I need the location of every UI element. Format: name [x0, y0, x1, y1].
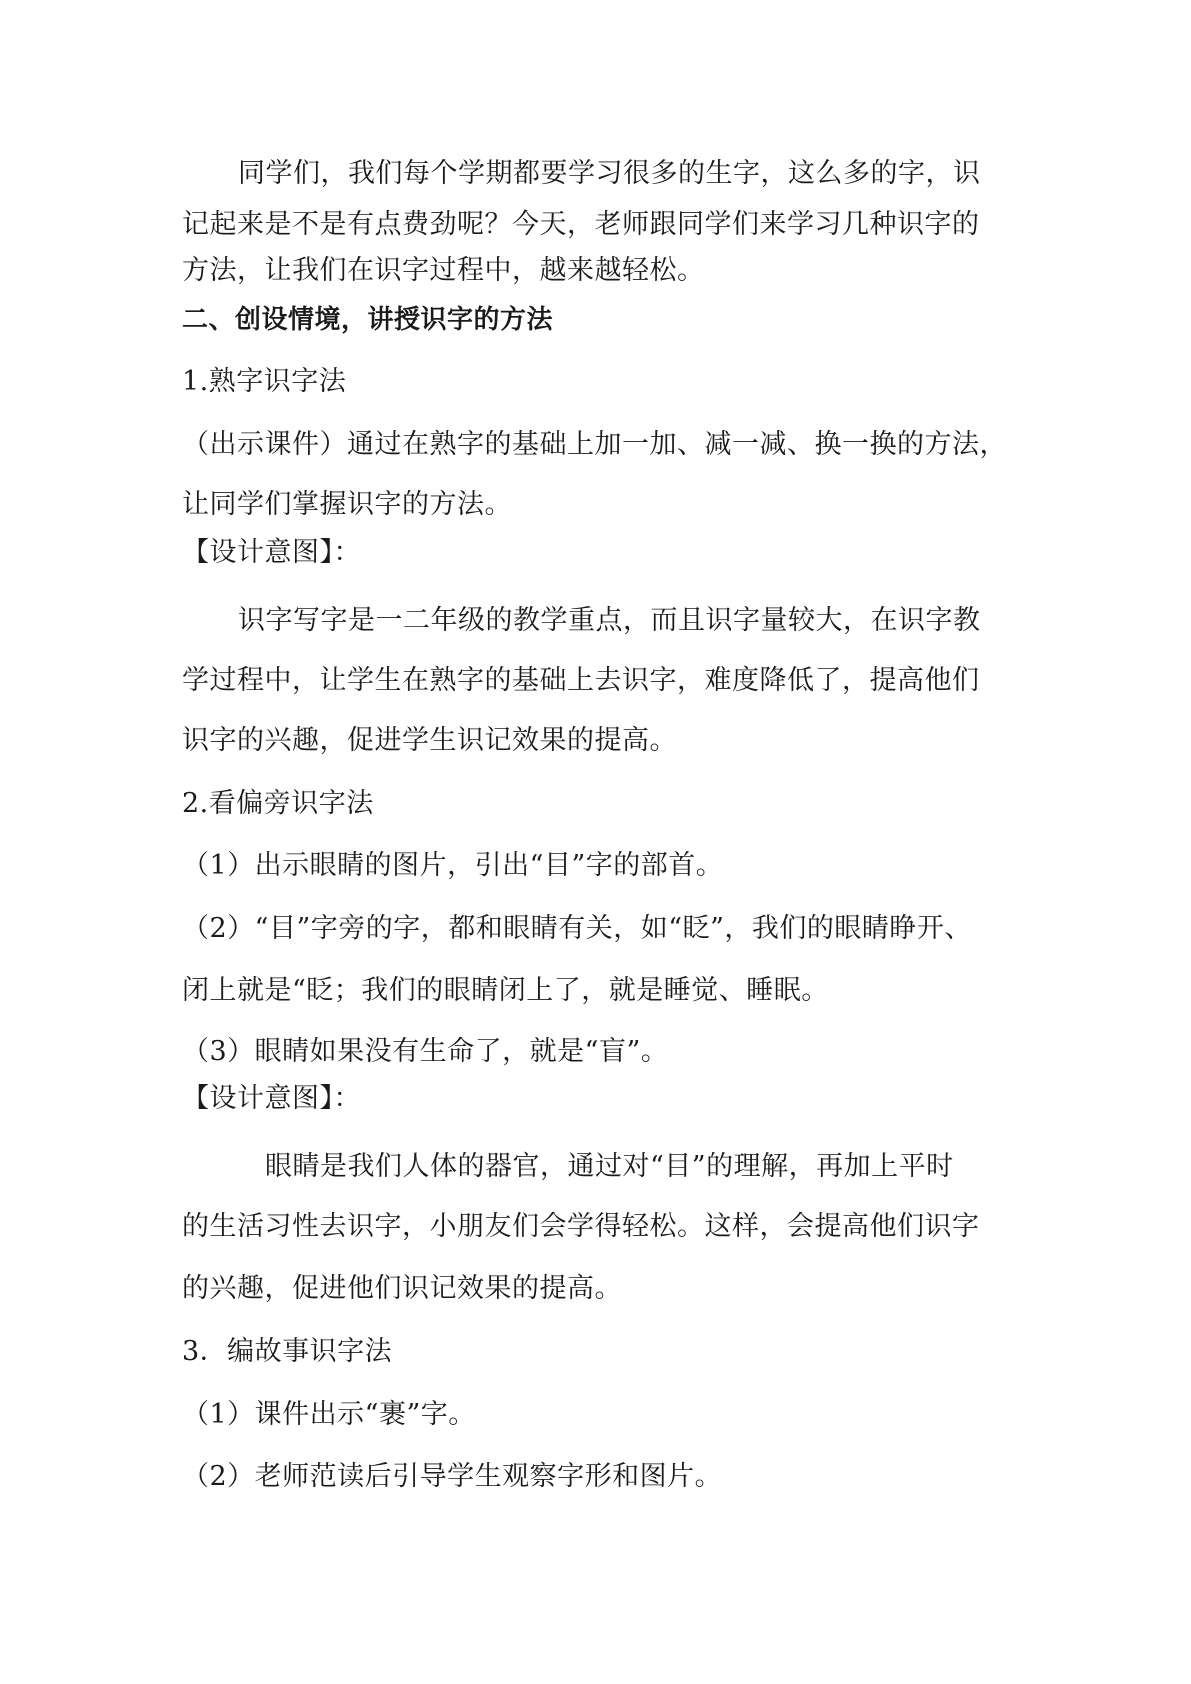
method2-title: 2.看偏旁识字法	[182, 788, 374, 819]
method1-design-line-3: 识字的兴趣，促进学生识记效果的提高。	[182, 725, 677, 756]
method2-line-3: 闭上就是“眨；我们的眼睛闭上了，就是睡觉、睡眠。	[182, 975, 829, 1006]
intro-line-1: 同学们，我们每个学期都要学习很多的生字，这么多的字，识	[238, 158, 981, 189]
method1-line-2: 让同学们掌握识字的方法。	[182, 489, 512, 520]
method3-title: 3．编故事识字法	[182, 1336, 393, 1367]
method2-line-1: （1）出示眼睛的图片，引出“目”字的部首。	[182, 850, 724, 881]
method1-design-line-1: 识字写字是一二年级的教学重点，而且识字量较大，在识字教	[238, 605, 981, 636]
section-heading: 二、创设情境，讲授识字的方法	[182, 305, 554, 335]
method3-line-2: （2）老师范读后引导学生观察字形和图片。	[182, 1461, 723, 1492]
method2-design-line-2: 的生活习性去识字，小朋友们会学得轻松。这样，会提高他们识字	[182, 1211, 980, 1242]
method1-design-line-2: 学过程中，让学生在熟字的基础上去识字，难度降低了，提高他们	[182, 665, 980, 696]
intro-line-3: 方法，让我们在识字过程中，越来越轻松。	[182, 255, 705, 286]
method1-line-1: （出示课件）通过在熟字的基础上加一加、减一减、换一换的方法，	[182, 429, 1007, 460]
method2-design-line-1: 眼睛是我们人体的器官，通过对“目”的理解，再加上平时	[265, 1151, 954, 1182]
method1-design-label: 【设计意图】：	[182, 537, 361, 568]
intro-line-2: 记起来是不是有点费劲呢？今天，老师跟同学们来学习几种识字的	[182, 209, 980, 240]
method2-design-label: 【设计意图】：	[182, 1083, 361, 1114]
method2-design-line-3: 的兴趣，促进他们识记效果的提高。	[182, 1273, 622, 1304]
method2-line-2: （2）“目”字旁的字，都和眼睛有关，如“眨”，我们的眼睛睁开、	[182, 913, 972, 944]
method1-title: 1.熟字识字法	[182, 366, 347, 397]
method3-line-1: （1）课件出示“裹”字。	[182, 1399, 476, 1430]
method2-line-4: （3）眼睛如果没有生命了，就是“盲”。	[182, 1036, 669, 1067]
